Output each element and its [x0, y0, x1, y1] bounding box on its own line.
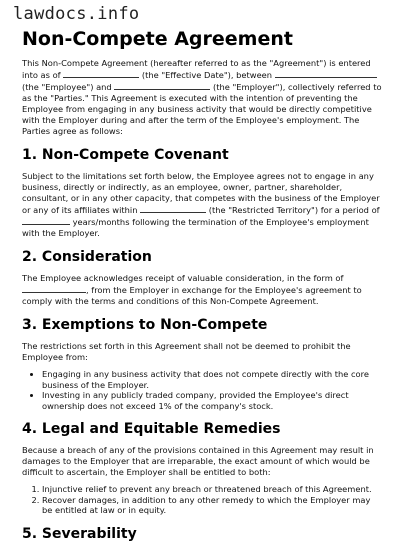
section-1-paragraph: [22, 171, 382, 239]
s2-text-1: The Employee acknowledges receipt of valuable consideration, in the form of: [22, 273, 344, 283]
intro-text-3: (the "Employee") and: [22, 82, 115, 92]
s1-text-1: Subject to the limitations set forth below, the Employee agrees not to engage in any business, directly or indirectly, as an employee, owner, partner, shareholder, consultant, or in any other capacity, that competes with the business of the Employer or any of its affiliates within: [22, 171, 380, 215]
list-item: • Engaging in any business activity that does not compete directly with the core business of the Employer.: [42, 369, 382, 390]
list-item: 2. Recover damages, in addition to any other remedy to which the Employer may be entitled at law or in equity.: [42, 495, 382, 516]
effective-date-blank: [63, 69, 139, 78]
document-body: [22, 28, 382, 543]
consideration-blank: [22, 284, 86, 293]
section-2-heading: 2. Consideration: [22, 249, 152, 265]
list-item: • Investing in any publicly traded company, provided the Employee's direct ownership does not exceed 1% of the company's stock.: [42, 390, 382, 411]
employer-name-blank: [114, 81, 210, 90]
section-3-heading: 3. Exemptions to Non-Compete: [22, 317, 268, 333]
employee-name-blank: [275, 69, 377, 78]
document-title: Non-Compete Agreement: [22, 28, 293, 50]
section-5-heading: 5. Severability: [22, 525, 137, 542]
section-4-list: [22, 484, 382, 516]
list-item: 1. Injunctive relief to prevent any breach or threatened breach of this Agreement.: [42, 484, 382, 495]
section-3-paragraph: The restrictions set forth in this Agreement shall not be deemed to prohibit the Employee from:: [22, 341, 351, 362]
period-blank: [22, 216, 70, 225]
intro-paragraph: [22, 58, 382, 137]
section-4-paragraph: Because a breach of any of the provisions contained in this Agreement may result in damages to the Employer that are irreparable, the exact amount of which would be difficult to ascertain, the Employer shall be entitled to both:: [22, 445, 374, 477]
intro-text-4: (the "Employer"), collectively referred to as the "Parties." This Agreement is executed with the intention of preventing the Employee from engaging in any business activity that would be directly competitive with the Employer during and after the term of the Employee's employment. The Parties agree as follows:: [22, 82, 382, 136]
section-1-heading: 1. Non-Compete Covenant: [22, 147, 229, 163]
section-3-list: [22, 369, 382, 411]
restricted-territory-blank: [140, 204, 206, 213]
section-4-heading: 4. Legal and Equitable Remedies: [22, 421, 281, 437]
intro-text-2: (the "Effective Date"), between: [139, 70, 275, 80]
section-2-paragraph: [22, 273, 382, 307]
s1-text-2: (the "Restricted Territory") for a period of: [206, 205, 380, 215]
s2-text-2: , from the Employer in exchange for the Employee's agreement to comply with the terms and conditions of this Non-Compete Agreement.: [22, 285, 362, 306]
site-name: lawdocs.info: [13, 4, 140, 24]
s1-text-3: years/months following the termination of the Employee's employment with the Employer.: [22, 217, 369, 238]
intro-text-1: This Non-Compete Agreement (hereafter referred to as the "Agreement") is entered into as of: [22, 58, 371, 80]
